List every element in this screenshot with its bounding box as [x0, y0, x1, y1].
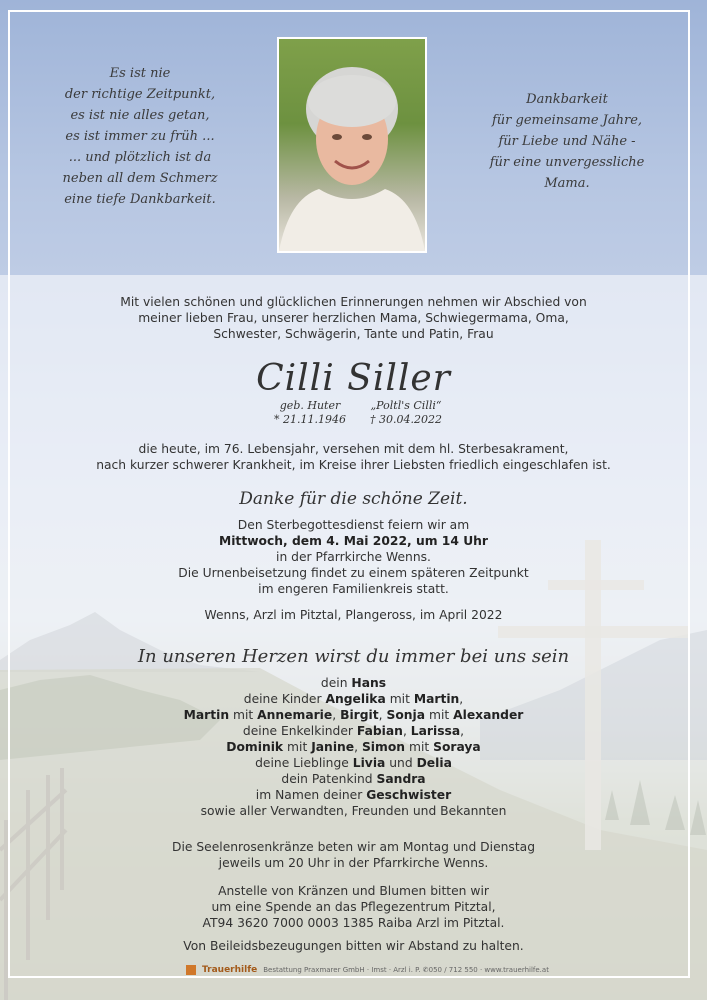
- family-text: mit: [233, 708, 254, 722]
- family-line-children: deine Kinder Angelika mit Martin,: [243, 692, 464, 706]
- donation-line: AT94 3620 7000 0003 1385 Raiba Arzl im Pitztal.: [202, 916, 505, 930]
- service-line: Die Urnenbeisetzung findet zu einem späteren Zeitpunkt: [178, 566, 529, 580]
- poem-left-line: es ist immer zu früh ...: [65, 129, 215, 144]
- family-name: Fabian: [356, 724, 403, 738]
- family-line-siblings: [0, 787, 707, 803]
- service-line: Den Sterbegottesdienst feiern wir am: [237, 518, 470, 532]
- service-line: im engeren Familienkreis statt.: [258, 582, 449, 596]
- family-line-grandchildren-2: Dominik mit Janine, Simon mit Soraya: [226, 740, 481, 754]
- family-line-husband: [0, 675, 707, 691]
- family-name: Geschwister: [366, 788, 452, 802]
- death-date: † 30.04.2022: [370, 413, 442, 426]
- birth-date: * 21.11.1946: [274, 413, 346, 426]
- poem-right-line: für gemeinsame Jahre,: [491, 113, 643, 128]
- family-list: [0, 675, 707, 819]
- intro-line: meiner lieben Frau, unserer herzlichen Mama, Schwiegermama, Oma,: [138, 311, 569, 325]
- poem-right-line: für Liebe und Nähe -: [498, 134, 636, 149]
- family-text: mit: [428, 708, 450, 722]
- poem-left-line: eine tiefe Dankbarkeit.: [64, 192, 216, 207]
- family-line-godchild: [0, 771, 707, 787]
- family-name: Annemarie: [257, 708, 333, 722]
- passing-text: [0, 441, 707, 473]
- donation-line: Anstelle von Kränzen und Blumen bitten wir: [218, 884, 489, 898]
- poem-left-line: Es ist nie: [109, 66, 171, 81]
- poem-right-line: Dankbarkeit: [526, 92, 608, 107]
- family-text: im Namen deiner: [255, 788, 363, 802]
- poem-left-line: neben all dem Schmerz: [62, 171, 218, 186]
- rosary-line: jeweils um 20 Uhr in der Pfarrkirche Wenns.: [218, 856, 489, 870]
- family-name: Sandra: [376, 772, 426, 786]
- nickname: „Poltl's Cilli“: [370, 399, 442, 412]
- heart-line: In unseren Herzen wirst du immer bei uns sein: [137, 646, 570, 667]
- rosary-text: [0, 839, 707, 871]
- poem-left-line: es ist nie alles getan,: [70, 108, 210, 123]
- passing-line: nach kurzer schwerer Krankheit, im Kreise ihrer Liebsten friedlich eingeschlafen ist.: [96, 458, 611, 472]
- family-name: Livia: [352, 756, 386, 770]
- family-text: mit: [287, 740, 308, 754]
- family-name: Birgit: [340, 708, 379, 722]
- family-name: Simon: [361, 740, 406, 754]
- condolence-text: Von Beileidsbezeugungen bitten wir Abstand zu halten.: [183, 939, 524, 953]
- family-name: Sonja: [386, 708, 426, 722]
- intro-line: Schwester, Schwägerin, Tante und Patin, Frau: [213, 327, 494, 341]
- intro-text: [0, 294, 707, 342]
- footer-logo-text: Trauerhilfe: [202, 965, 258, 975]
- family-name: Soraya: [433, 740, 481, 754]
- rosary-line: Die Seelenrosenkränze beten wir am Montag und Dienstag: [171, 840, 536, 854]
- poem-right: [467, 89, 667, 194]
- family-name: Larissa: [410, 724, 461, 738]
- maiden-name: geb. Huter: [279, 399, 341, 412]
- passing-line: die heute, im 76. Lebensjahr, versehen mit dem hl. Sterbesakrament,: [138, 442, 569, 456]
- footer-text: Bestattung Praxmarer GmbH · Imst · Arzl i. P. ✆050 / 712 550 · www.trauerhilfe.at: [263, 966, 549, 974]
- family-text: deine Kinder: [243, 692, 322, 706]
- portrait-photo: [277, 37, 427, 253]
- family-name: Dominik: [226, 740, 284, 754]
- family-name: Delia: [416, 756, 452, 770]
- family-line-relatives: sowie aller Verwandten, Freunden und Bekannten: [200, 804, 507, 818]
- family-name: Alexander: [453, 708, 524, 722]
- family-text: deine Lieblinge: [255, 756, 349, 770]
- poem-right-line: für eine unvergessliche: [489, 155, 645, 170]
- family-line-children-2: Martin mit Annemarie, Birgit, Sonja mit Alexander: [183, 708, 524, 722]
- family-name: Janine: [311, 740, 355, 754]
- deceased-nickname: [356, 399, 456, 427]
- poem-left-line: der richtige Zeitpunkt,: [64, 87, 216, 102]
- family-name: Hans: [351, 676, 387, 690]
- family-text: mit: [408, 740, 430, 754]
- donation-line: um eine Spende an das Pflegezentrum Pitztal,: [211, 900, 496, 914]
- intro-line: Mit vielen schönen und glücklichen Erinnerungen nehmen wir Abschied von: [120, 295, 587, 309]
- family-line-darlings: [0, 755, 707, 771]
- trauerhilfe-logo-icon: [186, 965, 196, 975]
- family-name: Mittwoch, dem 4. Mai 2022, um 14 Uhr: [218, 534, 488, 548]
- family-name: Angelika: [325, 692, 386, 706]
- family-text: und: [389, 756, 413, 770]
- poem-right-line: Mama.: [544, 176, 590, 191]
- poem-left: [40, 63, 240, 210]
- deceased-maiden-name: [262, 399, 358, 427]
- donation-text: [0, 883, 707, 931]
- family-name: Martin: [413, 692, 460, 706]
- family-text: dein Patenkind: [281, 772, 373, 786]
- family-text: dein: [320, 676, 348, 690]
- service-text: [0, 517, 707, 597]
- family-name: Martin: [183, 708, 230, 722]
- portrait-illustration: [279, 39, 425, 251]
- service-line: in der Pfarrkirche Wenns.: [276, 550, 431, 564]
- poem-left-line: ... und plötzlich ist da: [68, 150, 212, 165]
- family-text: mit: [389, 692, 410, 706]
- family-text: deine Enkelkinder: [242, 724, 353, 738]
- family-line-grandchildren: deine Enkelkinder Fabian, Larissa,: [242, 724, 465, 738]
- deceased-name: Cilli Siller: [256, 358, 451, 399]
- service-date: [0, 533, 707, 549]
- thanks-heading: Danke für die schöne Zeit.: [239, 489, 468, 509]
- place-date: Wenns, Arzl im Pitztal, Plangeross, im April 2022: [204, 608, 503, 622]
- footer: [186, 963, 549, 977]
